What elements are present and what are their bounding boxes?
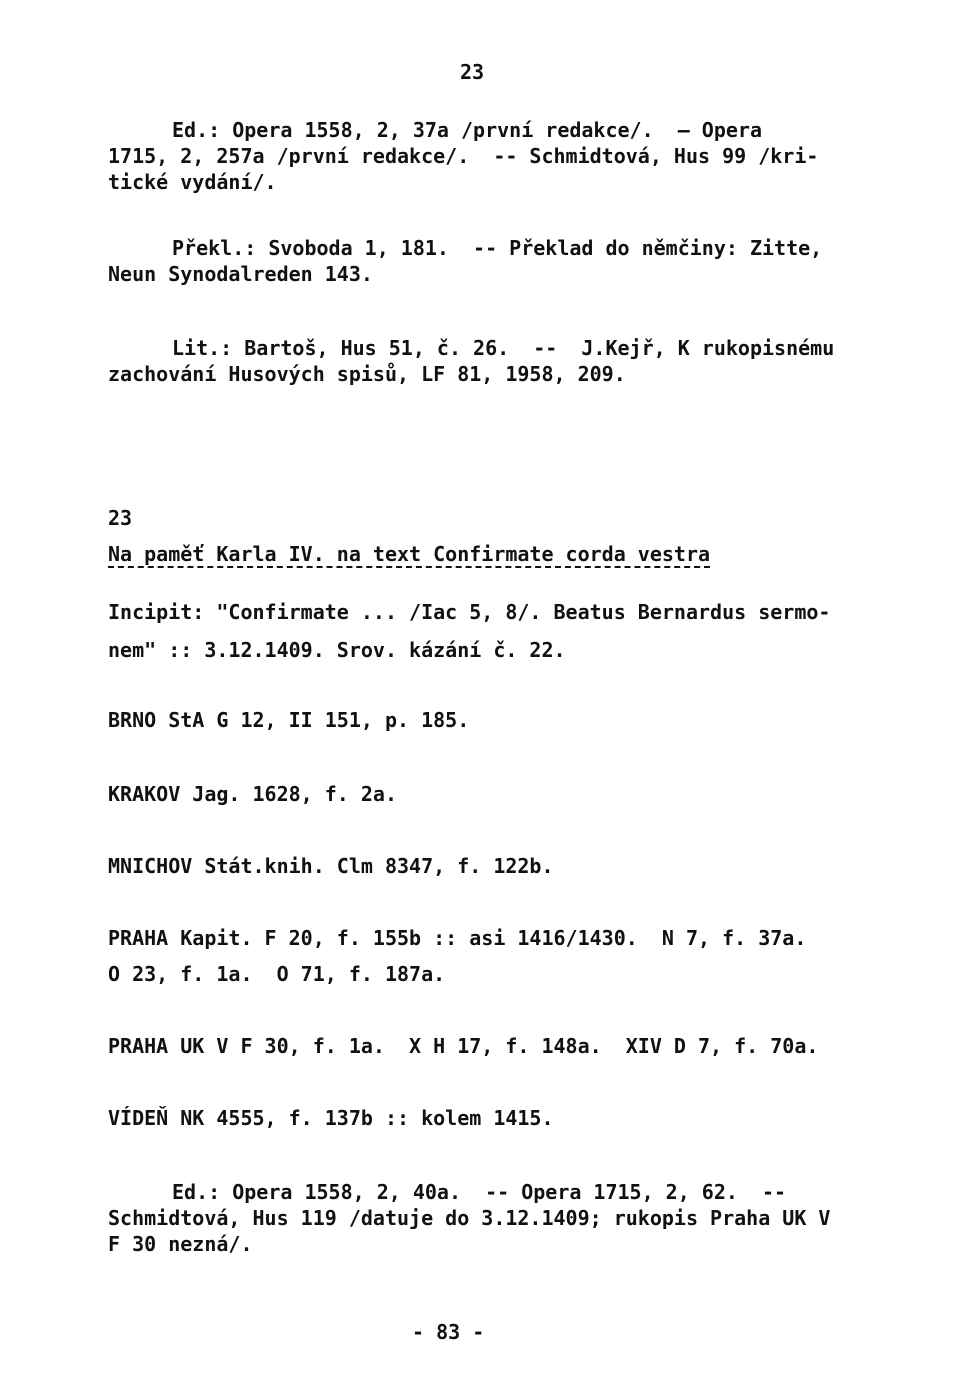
- incipit-line: Incipit: "Confirmate ... /Iac 5, 8/. Beatus Bernardus sermo-: [108, 600, 831, 624]
- translation-line: Překl.: Svoboda 1, 181. -- Překlad do němčiny: Zitte,: [172, 236, 823, 260]
- manuscript-line: BRNO StA G 12, II 151, p. 185.: [108, 708, 470, 732]
- translation-line: Neun Synodalreden 143.: [108, 262, 373, 286]
- manuscript-line: PRAHA UK V F 30, f. 1a. X H 17, f. 148a. XIV D 7, f. 70a.: [108, 1034, 819, 1058]
- entry-title: Na paměť Karla IV. na text Confirmate corda vestra: [108, 542, 711, 566]
- page-header-number: 23: [460, 60, 485, 84]
- manuscript-line: VÍDEŇ NK 4555, f. 137b :: kolem 1415.: [108, 1106, 554, 1130]
- incipit-line: nem" :: 3.12.1409. Srov. kázání č. 22.: [108, 638, 566, 662]
- literature-line: zachování Husových spisů, LF 81, 1958, 209.: [108, 362, 626, 386]
- entry-number: 23: [108, 506, 133, 530]
- edition-line: 1715, 2, 257a /první redakce/. -- Schmidtová, Hus 99 /kri-: [108, 144, 819, 168]
- edition-line: tické vydání/.: [108, 170, 277, 194]
- manuscript-line: MNICHOV Stát.knih. Clm 8347, f. 122b.: [108, 854, 554, 878]
- manuscript-line: O 23, f. 1a. O 71, f. 187a.: [108, 962, 446, 986]
- edition-line: Ed.: Opera 1558, 2, 40a. -- Opera 1715, 2, 62. --: [172, 1180, 787, 1204]
- edition-line: F 30 nezná/.: [108, 1232, 253, 1256]
- edition-line: Schmidtová, Hus 119 /datuje do 3.12.1409; rukopis Praha UK V: [108, 1206, 831, 1230]
- edition-line: Ed.: Opera 1558, 2, 37a /první redakce/. — Opera: [172, 118, 763, 142]
- literature-line: Lit.: Bartoš, Hus 51, č. 26. -- J.Kejř, K rukopisnému: [172, 336, 835, 360]
- page-footer-number: - 83 -: [412, 1320, 485, 1344]
- manuscript-line: PRAHA Kapit. F 20, f. 155b :: asi 1416/1430. N 7, f. 37a.: [108, 926, 807, 950]
- manuscript-line: KRAKOV Jag. 1628, f. 2a.: [108, 782, 397, 806]
